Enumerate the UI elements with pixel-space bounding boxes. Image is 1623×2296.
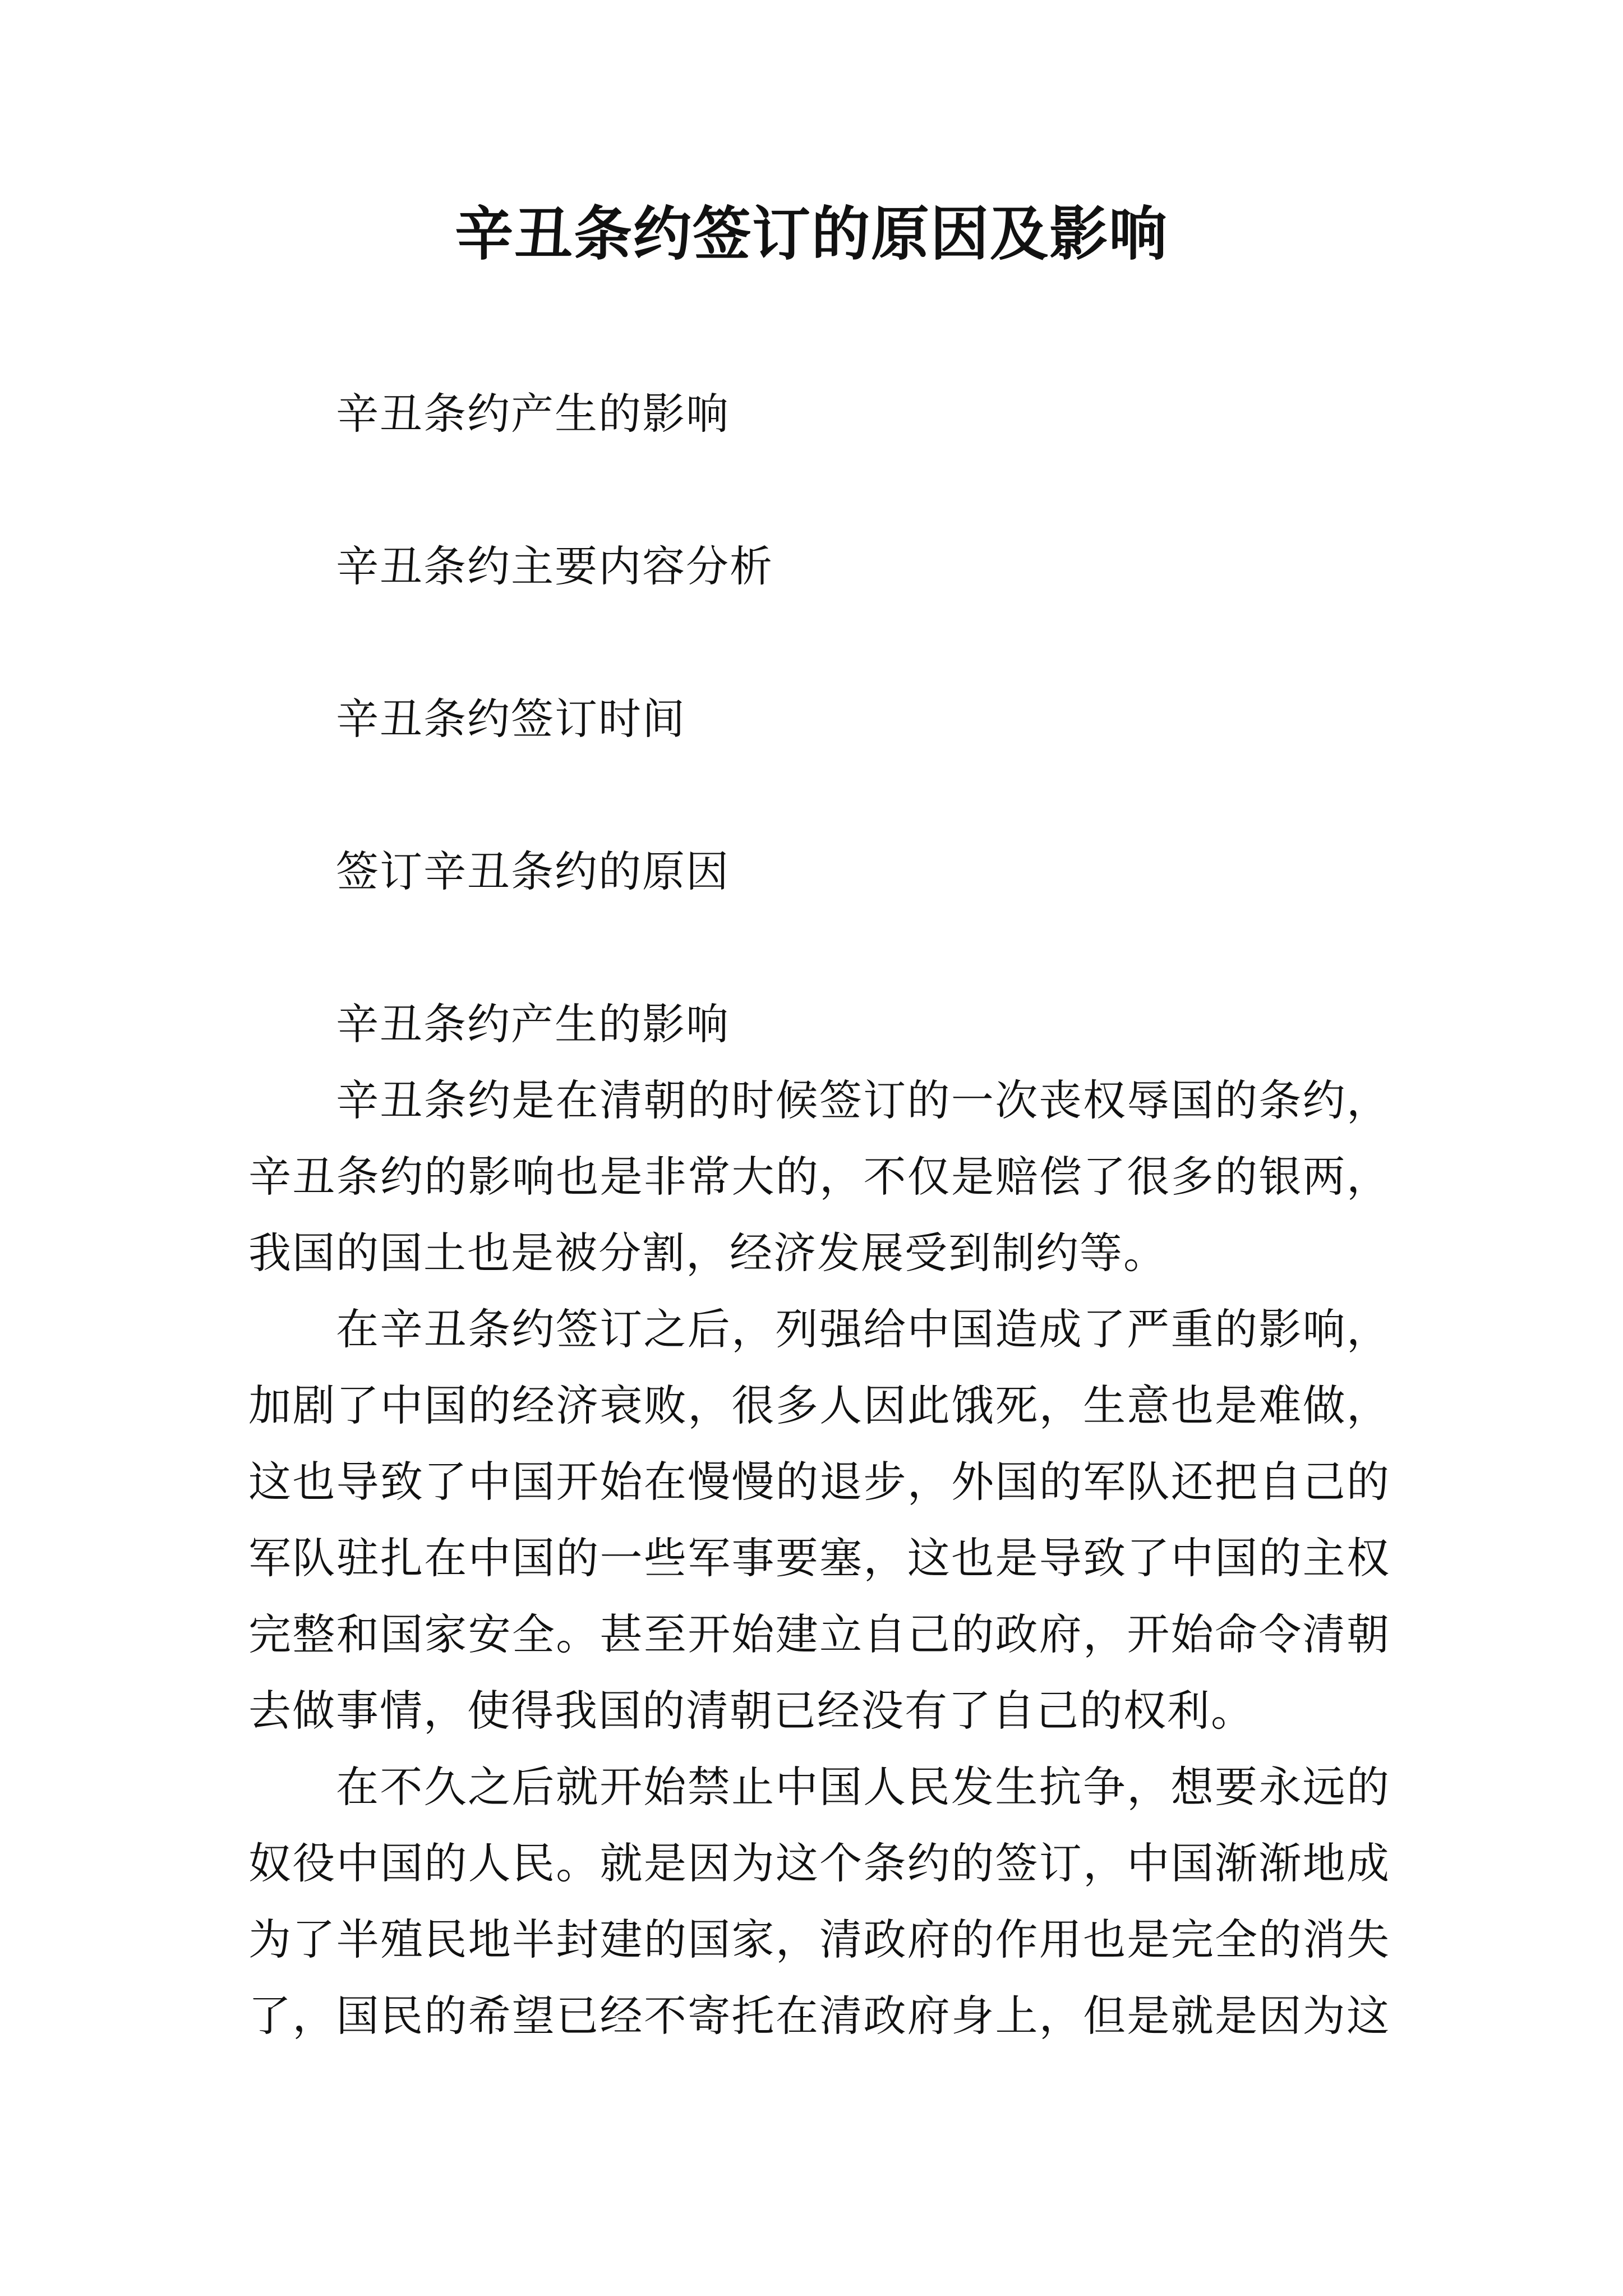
body-paragraph: [248, 1291, 1389, 1749]
paragraph-line: 辛丑条约的影响也是非常大的，不仅是赔偿了很多的银两，: [248, 1152, 1389, 1202]
blank-line: [248, 452, 1389, 528]
section-heading: 辛丑条约产生的影响: [336, 999, 730, 1049]
paragraph-line: 军队驻扎在中国的一些军事要塞，这也是导致了中国的主权: [248, 1533, 1389, 1583]
body-paragraph: [248, 1749, 1389, 2054]
body-paragraph: [248, 1062, 1389, 1291]
paragraph-line: 了，国民的希望已经不寄托在清政府身上，但是就是因为这: [248, 1991, 1389, 2041]
blank-line: [248, 757, 1389, 834]
paragraph-line: 辛丑条约是在清朝的时候签订的一次丧权辱国的条约，: [336, 1075, 1389, 1125]
toc-item: 辛丑条约签订时间: [336, 694, 686, 744]
paragraph-line: 我国的国土也是被分割，经济发展受到制约等。: [248, 1228, 1167, 1278]
paragraph-line: 奴役中国的人民。就是因为这个条约的签订，中国渐渐地成: [248, 1838, 1389, 1888]
blank-line: [248, 910, 1389, 986]
paragraph-line: 完整和国家安全。甚至开始建立自己的政府，开始命令清朝: [248, 1609, 1389, 1659]
document-title: 辛丑条约签订的原因及影响: [454, 199, 1168, 268]
paragraph-line: 为了半殖民地半封建的国家，清政府的作用也是完全的消失: [248, 1915, 1389, 1964]
document-body: [248, 376, 1389, 2054]
paragraph-line: 在辛丑条约签订之后，列强给中国造成了严重的影响，: [336, 1304, 1389, 1354]
blank-line: [248, 605, 1389, 681]
paragraph-line: 去做事情，使得我国的清朝已经没有了自己的权利。: [248, 1686, 1255, 1736]
paragraph-line: 在不久之后就开始禁止中国人民发生抗争，想要永远的: [336, 1762, 1389, 1812]
toc-item: 辛丑条约主要内容分析: [336, 541, 773, 591]
paragraph-line: 这也导致了中国开始在慢慢的退步，外国的军队还把自己的: [248, 1457, 1389, 1507]
paragraph-line: 加剧了中国的经济衰败，很多人因此饿死，生意也是难做，: [248, 1381, 1389, 1430]
toc-item: 辛丑条约产生的影响: [336, 389, 730, 439]
toc-item: 签订辛丑条约的原因: [336, 846, 730, 896]
